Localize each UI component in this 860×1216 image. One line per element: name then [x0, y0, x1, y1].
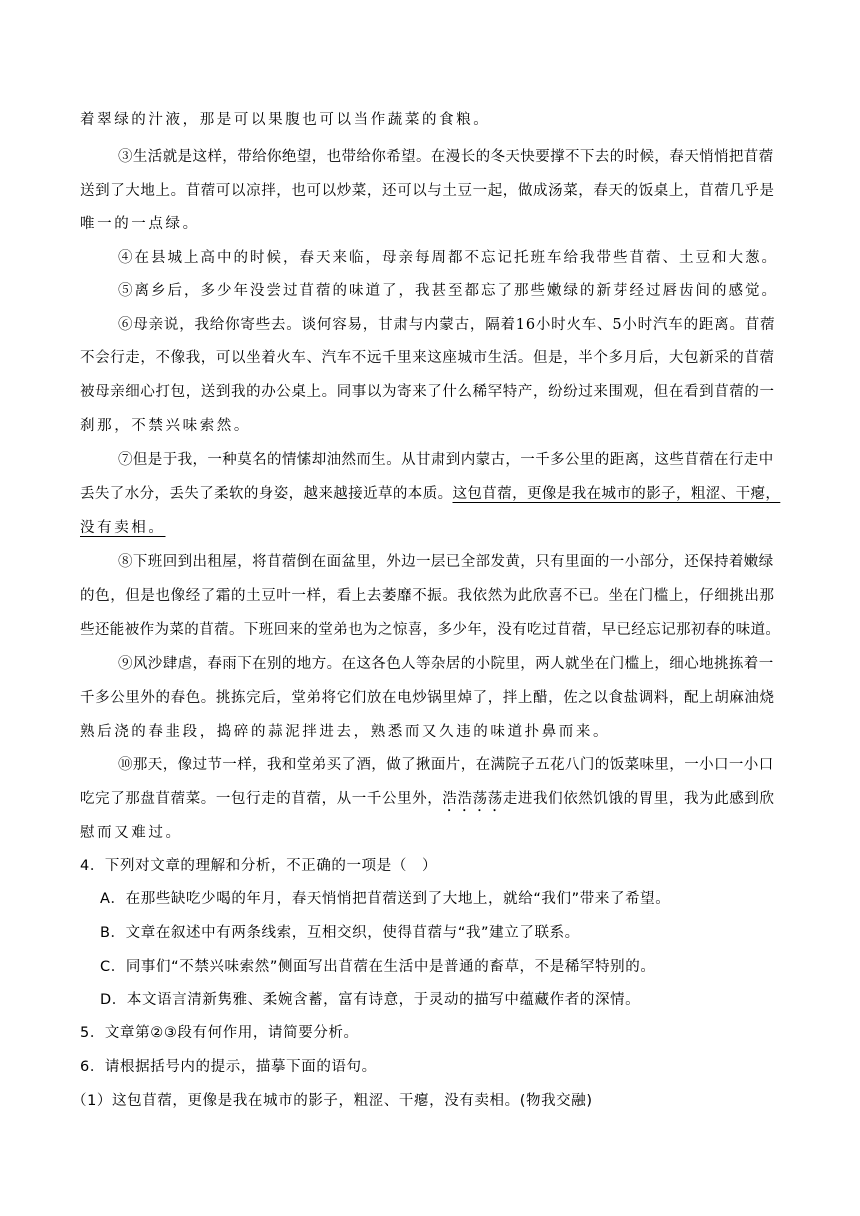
- underlined-sentence-end: 没有卖相。: [80, 520, 166, 536]
- paragraph-6-line-4: 刹那，不禁兴味索然。: [80, 418, 251, 434]
- question-4: 4．下列对文章的理解和分析，不正确的一项是（ ）: [80, 858, 438, 874]
- paragraph-3-line-2: 送到了大地上。苜蓿可以凉拌，也可以炒菜，还可以与土豆一起，做成汤菜，春天的饭桌上，苜蓿几乎是: [80, 183, 775, 199]
- question-6: 6．请根据括号内的提示，描摹下面的语句。: [80, 1059, 377, 1075]
- paragraph-8-line-2: 的色，但是也像经了霜的土豆叶一样，看上去萎靡不振。我依然为此欣喜不已。坐在门槛上，仔细挑出那: [80, 588, 775, 604]
- dotted-phrase: 浩浩荡荡: [442, 791, 503, 807]
- paragraph-10-text-a: 吃完了那盘苜蓿菜。一包行走的苜蓿，从一千公里外，: [80, 791, 443, 807]
- paragraph-10-line-3: 慰而又难过。: [80, 825, 183, 841]
- paragraph-3-line-1: ③生活就是这样，带给你绝望，也带给你希望。在漫长的冬天快要撑不下去的时候，春天悄悄把苜蓿: [118, 149, 774, 165]
- question-4-option-b: B．文章在叙述中有两条线索，互相交织，使得苜蓿与“我”建立了联系。: [100, 925, 580, 941]
- paragraph-10-line-1: ⑩那天，像过节一样，我和堂弟买了酒，做了揪面片，在满院子五花八门的饭菜味里，一小口一小口: [118, 757, 774, 773]
- paragraph-9-line-3: 熟后浇的春韭段，捣碎的蒜泥拌进去，熟悉而又久违的味道扑鼻而来。: [80, 724, 611, 740]
- paragraph-9-line-1: ⑨风沙肆虐，春雨下在别的地方。在这各色人等杂居的小院里，两人就坐在门槛上，细心地挑拣着一: [118, 656, 774, 672]
- paragraph-9-line-2: 千多公里外的春色。挑拣完后，堂弟将它们放在电炒锅里焯了，拌上醋，佐之以食盐调料，配上胡麻油烧: [80, 690, 775, 706]
- paragraph-10-line-2: [80, 789, 775, 815]
- paragraph-3-line-3: 唯一的一点绿。: [80, 216, 200, 232]
- paragraph-5: ⑤离乡后，多少年没尝过苜蓿的味道了，我甚至都忘了那些嫩绿的新芽经过唇齿间的感觉。: [118, 283, 778, 299]
- question-4-option-d: D．本文语言清新隽雅、柔婉含蓄，富有诗意，于灵动的描写中蕴藏作者的深情。: [100, 992, 641, 1008]
- question-4-option-c: C．同事们“不禁兴味索然”侧面写出苜蓿在生活中是普通的畜草，不是稀罕特别的。: [100, 959, 656, 975]
- paragraph-7-line-3: [80, 518, 166, 538]
- question-4-option-a: A．在那些缺吃少喝的年月，春天悄悄把苜蓿送到了大地上，就给“我们”带来了希望。: [100, 891, 671, 907]
- paragraph-8-line-1: ⑧下班回到出租屋，将苜蓿倒在面盆里，外边一层已全部发黄，只有里面的一小部分，还保持着嫩绿: [118, 554, 774, 570]
- question-5: 5．文章第②③段有何作用，请简要分析。: [80, 1025, 359, 1041]
- paragraph-6-line-3: 被母亲细心打包，送到我的办公桌上。同事以为寄来了什么稀罕特产，纷纷过来围观，但在看到苜蓿的一: [80, 384, 775, 400]
- underlined-sentence: 这包苜蓿，更像是我在城市的影子，粗涩、干瘪，: [452, 486, 781, 502]
- paragraph-8-line-3: 些还能被作为菜的苜蓿。下班回来的堂弟也为之惊喜，多少年，没有吃过苜蓿，早已经忘记那初春的味道。: [80, 622, 781, 638]
- paragraph-7-plain-text: 丢失了水分，丢失了柔软的身姿，越来越接近草的本质。: [80, 486, 453, 502]
- paragraph-4: ④在县城上高中的时候，春天来临，母亲每周都不忘记托班车给我带些苜蓿、土豆和大葱。: [118, 250, 778, 266]
- question-6-subitem-1: （1）这包苜蓿，更像是我在城市的影子，粗涩、干瘪，没有卖相。(物我交融): [72, 1093, 593, 1109]
- paragraph-7-line-2: [80, 484, 780, 504]
- paragraph-6-line-1: ⑥母亲说，我给你寄些去。谈何容易，甘肃与内蒙古，隔着16小时火车、5小时汽车的距离。苜蓿: [118, 317, 776, 333]
- paragraph-6-line-2: 不会行走，不像我，可以坐着火车、汽车不远千里来这座城市生活。但是，半个多月后，大包新采的苜蓿: [80, 350, 775, 366]
- paragraph-2-tail: 着翠绿的汁液，那是可以果腹也可以当作蔬菜的食粮。: [80, 112, 491, 128]
- paragraph-7-line-1: ⑦但是于我，一种莫名的情愫却油然而生。从甘肃到内蒙古，一千多公里的距离，这些苜蓿在行走中: [118, 452, 774, 468]
- paragraph-10-text-b: 走进我们依然饥饿的胃里，我为此感到欣: [502, 791, 775, 807]
